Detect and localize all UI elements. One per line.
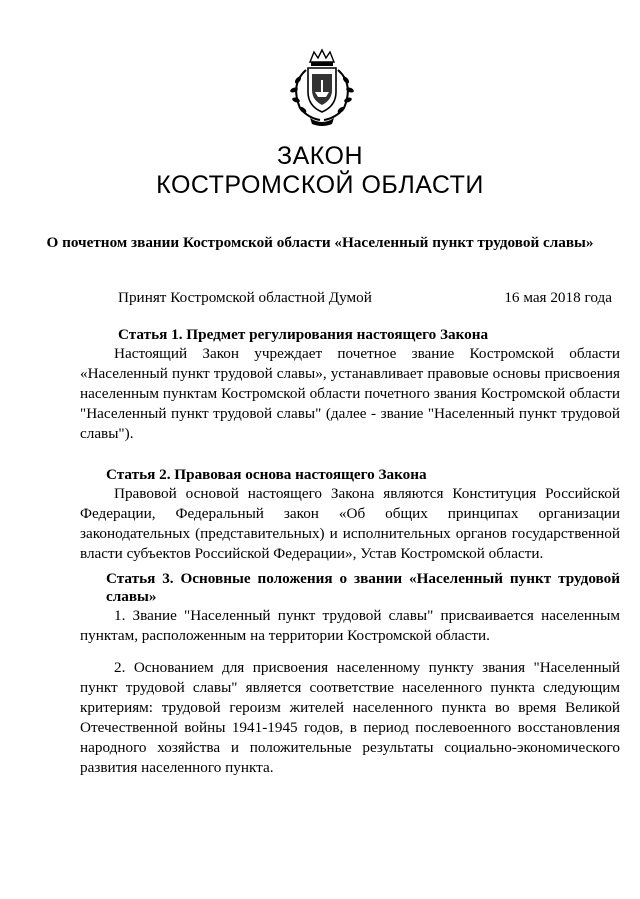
adopted-by: Принят Костромской областной Думой	[118, 289, 372, 306]
article-paragraph: Правовой основой настоящего Закона являются Конституция Российской Федерации, Федеральный закон «Об общих принципах организации законодательных (представительных) и исполнительных органов государственной власти субъектов Российской Федерации», Устав Костромской области.	[80, 485, 620, 562]
coat-of-arms-icon	[284, 48, 360, 126]
article-paragraph: 1. Звание "Населенный пункт трудовой славы" присваивается населенным пунктам, расположенным на территории Костромской области.	[80, 607, 620, 644]
article-heading: Статья 3. Основные положения о звании «Населенный пункт трудовой славы»	[106, 570, 620, 605]
law-subject: О почетном звании Костромской области «Населенный пункт трудовой славы»	[46, 234, 594, 251]
region-title: КОСТРОМСКОЙ ОБЛАСТИ	[156, 171, 484, 199]
adopted-date: 16 мая 2018 года	[504, 289, 612, 306]
article-heading: Статья 2. Правовая основа настоящего Закона	[106, 466, 427, 483]
law-title: ЗАКОН	[276, 142, 364, 170]
article-2	[80, 466, 620, 564]
article-1	[80, 326, 620, 444]
article-heading: Статья 1. Предмет регулирования настоящего Закона	[118, 326, 489, 343]
article-paragraph: Настоящий Закон учреждает почетное звание Костромской области «Населенный пункт трудовой славы», устанавливает правовые основы присвоения населенным пунктам Костромской области почетного звания Костромской области "Населенный пункт трудовой славы" (далее - звание "Населенный пункт трудовой славы").	[80, 345, 620, 442]
article-3-part-2	[80, 658, 620, 778]
article-paragraph: 2. Основанием для присвоения населенному пункту звания "Населенный пункт трудовой славы" является соответствие населенного пункта следующим критериям: трудовой героизм жителей населенного пункта во время Великой Отечественной войны 1941-1945 годов, в период послевоенного восстановления народного хозяйства и положительные результаты социально-экономического развития населенного пункта.	[80, 659, 620, 776]
article-3	[80, 570, 620, 646]
